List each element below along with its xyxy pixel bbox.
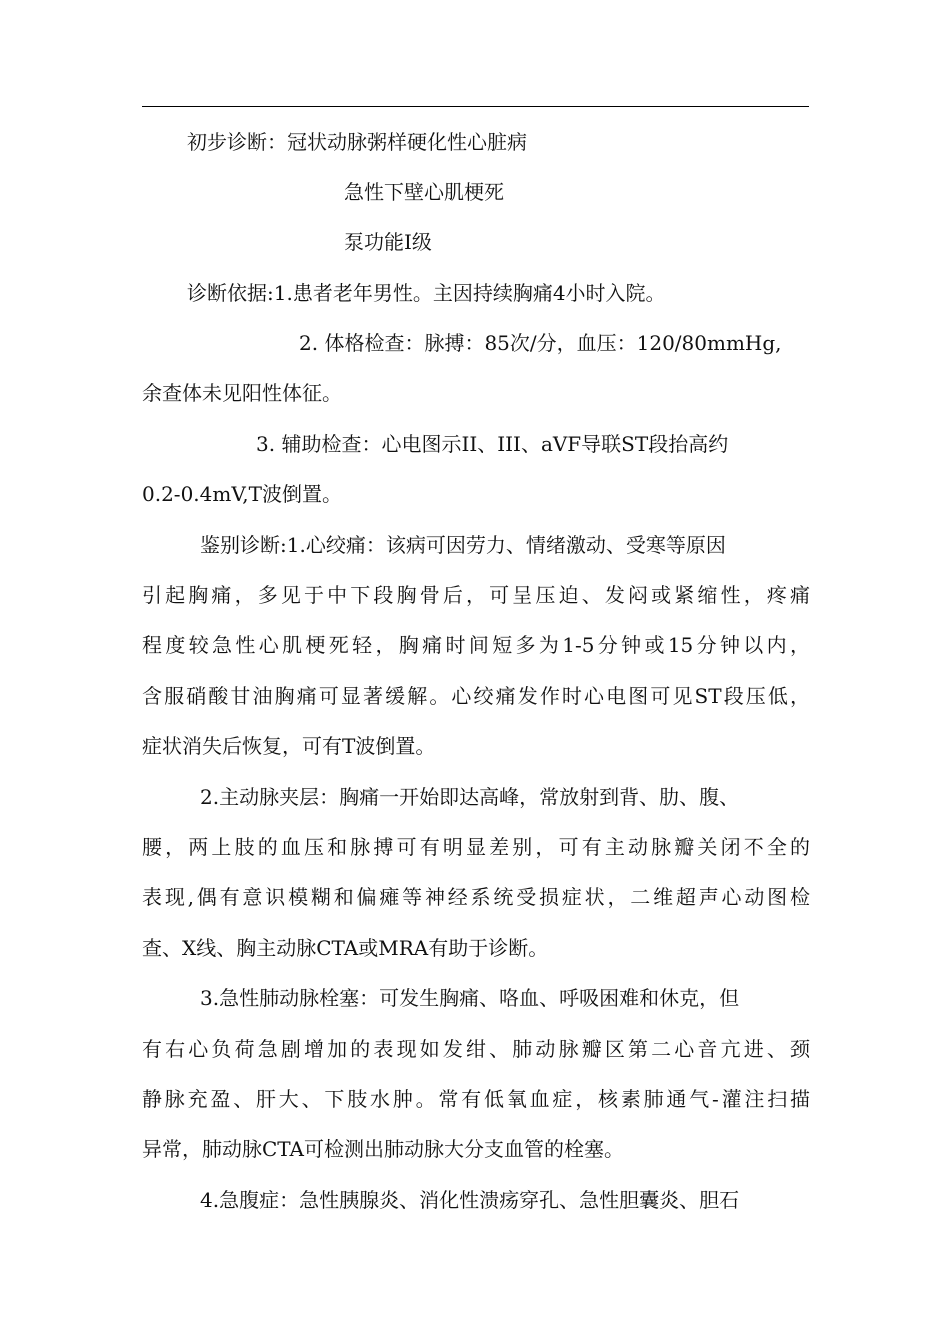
differential-angina-line-3: 程度较急性心肌梗死轻，胸痛时间短多为1-5分钟或15分钟以内， [142, 633, 810, 657]
differential-dissection-line-1: 2.主动脉夹层：胸痛一开始即达高峰，常放射到背、肋、腹、 [200, 785, 740, 809]
differential-dissection-line-3: 表现,偶有意识模糊和偏瘫等神经系统受损症状，二维超声心动图检 [142, 885, 810, 909]
differential-angina-line-2: 引起胸痛，多见于中下段胸骨后，可呈压迫、发闷或紧缩性，疼痛 [142, 583, 810, 607]
differential-embolism-line-3: 静脉充盈、肝大、下肢水肿。常有低氧血症，核素肺通气-灌注扫描 [142, 1087, 810, 1111]
header-rule [142, 106, 809, 107]
differential-embolism-line-2: 有右心负荷急剧增加的表现如发绀、肺动脉瓣区第二心音亢进、颈 [142, 1037, 810, 1061]
differential-abdomen-line-1: 4.急腹症：急性胰腺炎、消化性溃疡穿孔、急性胆囊炎、胆石 [200, 1188, 740, 1212]
basis-line-3-cont: 0.2-0.4mV,T波倒置。 [142, 482, 342, 506]
differential-angina-line-5: 症状消失后恢复，可有T波倒置。 [142, 734, 436, 758]
basis-line-2: 2. 体格检查：脉搏：85次/分，血压：120/80mmHg, [299, 331, 782, 355]
basis-line-1: 诊断依据:1.患者老年男性。主因持续胸痛4小时入院。 [187, 281, 666, 305]
initial-diagnosis-line: 初步诊断：冠状动脉粥样硬化性心脏病 [187, 130, 527, 154]
differential-embolism-line-1: 3.急性肺动脉栓塞：可发生胸痛、咯血、呼吸困难和休克，但 [200, 986, 740, 1010]
diagnosis-item-infarction: 急性下壁心肌梗死 [344, 180, 504, 204]
differential-line-1: 鉴别诊断:1.心绞痛：该病可因劳力、情绪激动、受寒等原因 [200, 533, 726, 557]
differential-embolism-line-4: 异常，肺动脉CTA可检测出肺动脉大分支血管的栓塞。 [142, 1137, 624, 1161]
basis-line-3: 3. 辅助检查：心电图示II、III、aVF导联ST段抬高约 [256, 432, 729, 456]
differential-angina-line-4: 含服硝酸甘油胸痛可显著缓解。心绞痛发作时心电图可见ST段压低， [142, 684, 810, 708]
differential-dissection-line-2: 腰，两上肢的血压和脉搏可有明显差别，可有主动脉瓣关闭不全的 [142, 835, 810, 859]
basis-line-2-cont: 余查体未见阳性体征。 [142, 381, 342, 405]
diagnosis-item-pump-function: 泵功能Ⅰ级 [344, 230, 432, 254]
differential-dissection-line-4: 查、X线、胸主动脉CTA或MRA有助于诊断。 [142, 936, 549, 960]
